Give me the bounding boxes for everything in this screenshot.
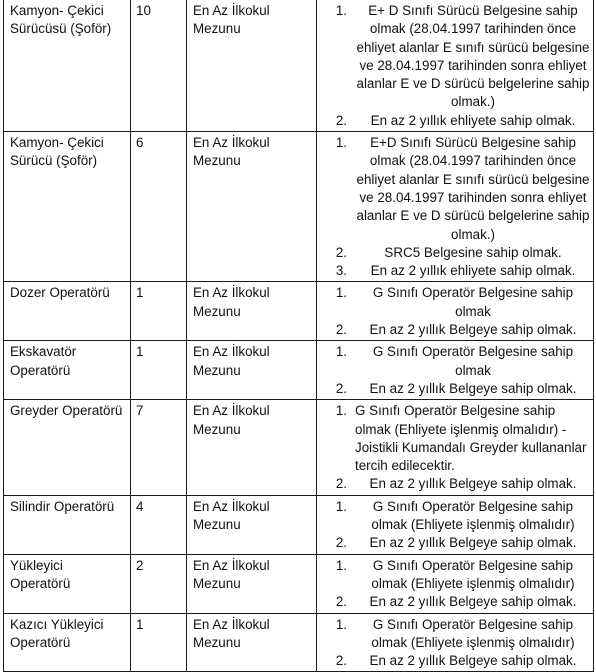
requirement-number: 1. (335, 498, 347, 514)
requirement-item (321, 284, 591, 321)
requirement-number: 2. (335, 653, 347, 669)
requirement-number: 2. (335, 476, 347, 492)
requirement-item (321, 262, 591, 280)
requirement-number: 1. (335, 344, 347, 360)
requirement-number: 2. (335, 535, 347, 551)
job-requirements-table (3, 0, 594, 672)
table-row (4, 0, 594, 132)
table-row (4, 613, 594, 672)
requirement-number: 2. (335, 112, 347, 128)
count-cell: 4 (131, 495, 187, 554)
count-cell: 2 (131, 554, 187, 613)
position-cell: Silindir Operatörü (4, 495, 131, 554)
table-row (4, 282, 594, 341)
requirements-list (321, 343, 591, 398)
position-cell: Kamyon- Çekici Sürücüsü (Şoför) (4, 0, 131, 132)
education-cell: En Az İlkokul Mezunu (187, 132, 317, 282)
requirement-text: En az 2 yıllık Belgeye sahip olmak. (369, 653, 577, 669)
requirement-item (321, 498, 591, 535)
requirement-text: En az 2 yıllık Belgeye sahip olmak. (369, 594, 577, 610)
count-cell: 1 (131, 282, 187, 341)
requirement-item (321, 321, 591, 339)
education-cell: En Az İlkokul Mezunu (187, 495, 317, 554)
count-cell: 1 (131, 613, 187, 672)
requirements-cell (317, 495, 594, 554)
requirement-item (321, 557, 591, 594)
requirement-text: En az 2 yıllık ehliyete sahip olmak. (370, 263, 576, 279)
requirement-item (321, 2, 591, 112)
requirement-item (321, 343, 591, 380)
requirements-cell (317, 341, 594, 400)
requirement-item (321, 593, 591, 611)
requirement-text: E+D Sınıfı Sürücü Belgesine sahip olmak (28.04.1997 tarihinden önce ehliyet alanlar E sınıfı sürücü belgesine ve 28.04.1997 tarihinden sonra ehliyet alanlar E ve D sürücü belgelerine sahip olmak.) (356, 135, 590, 242)
requirements-cell (317, 613, 594, 672)
requirement-item (321, 534, 591, 552)
requirements-cell (317, 400, 594, 495)
requirement-text: G Sınıfı Operatör Belgesine sahip olmak (Ehliyete işlenmiş olmalıdır) - Joistikli Kumandalı Greyder kullananlar tercih edilecektir. (355, 403, 587, 474)
requirement-text: En az 2 yıllık Belgeye sahip olmak. (369, 322, 577, 338)
requirement-number: 1. (335, 3, 347, 18)
requirement-number: 2. (335, 380, 347, 396)
position-cell: Yükleyici Operatörü (4, 554, 131, 613)
requirement-text: En az 2 yıllık ehliyete sahip olmak. (370, 112, 576, 128)
position-cell: Kazıcı Yükleyici Operatörü (4, 613, 131, 672)
requirement-number: 2. (335, 244, 347, 260)
requirement-item (321, 244, 591, 262)
requirement-number: 1. (335, 285, 347, 301)
requirement-item (321, 134, 591, 244)
position-cell: Dozer Operatörü (4, 282, 131, 341)
requirement-number: 1. (335, 403, 347, 419)
requirement-text: G Sınıfı Operatör Belgesine sahip olmak (Ehliyete işlenmiş olmalıdır) (371, 616, 575, 650)
requirement-number: 2. (335, 594, 347, 610)
requirement-text: En az 2 yıllık Belgeye sahip olmak. (369, 535, 577, 551)
table-body (4, 0, 594, 672)
requirement-text: G Sınıfı Operatör Belgesine sahip olmak (372, 344, 574, 378)
requirements-cell (317, 0, 594, 132)
requirements-cell (317, 282, 594, 341)
requirement-number: 1. (335, 557, 347, 573)
table-row (4, 400, 594, 495)
count-cell: 6 (131, 132, 187, 282)
requirement-text: G Sınıfı Operatör Belgesine sahip olmak (Ehliyete işlenmiş olmalıdır) (371, 498, 575, 533)
requirement-text: E+ D Sınıfı Sürücü Belgesine sahip olmak (28.04.1997 tarihinden önce ehliyet alanlar E sınıfı sürücü belgesine ve 28.04.1997 tarihinden sonra ehliyet alanlar E ve D sürücü belgelerine sahip olmak.) (356, 3, 590, 110)
count-cell: 1 (131, 341, 187, 400)
requirement-item (321, 402, 591, 475)
requirement-text: En az 2 yıllık Belgeye sahip olmak. (369, 476, 577, 492)
table-row (4, 495, 594, 554)
requirement-number: 1. (335, 135, 347, 151)
education-cell: En Az İlkokul Mezunu (187, 613, 317, 672)
table-row (4, 341, 594, 400)
requirements-list (321, 402, 591, 493)
count-cell: 10 (131, 0, 187, 132)
table-row (4, 132, 594, 282)
requirement-item (321, 112, 591, 130)
table-row (4, 554, 594, 613)
requirement-text: G Sınıfı Operatör Belgesine sahip olmak (Ehliyete işlenmiş olmalıdır) (371, 557, 575, 591)
education-cell: En Az İlkokul Mezunu (187, 554, 317, 613)
education-cell: En Az İlkokul Mezunu (187, 400, 317, 495)
requirement-item (321, 616, 591, 653)
position-cell: Kamyon- Çekici Sürücü (Şoför) (4, 132, 131, 282)
requirements-cell (317, 132, 594, 282)
requirement-item (321, 475, 591, 493)
requirements-cell (317, 554, 594, 613)
requirements-list (321, 557, 591, 612)
requirements-list (321, 498, 591, 553)
education-cell: En Az İlkokul Mezunu (187, 282, 317, 341)
requirements-list (321, 284, 591, 339)
requirement-item (321, 652, 591, 670)
education-cell: En Az İlkokul Mezunu (187, 0, 317, 132)
requirement-text: SRC5 Belgesine sahip olmak. (384, 244, 562, 260)
requirement-number: 3. (335, 263, 347, 279)
requirement-text: G Sınıfı Operatör Belgesine sahip olmak (372, 285, 574, 319)
requirements-list (321, 616, 591, 671)
requirement-number: 2. (335, 322, 347, 338)
requirement-text: En az 2 yıllık Belgeye sahip olmak. (369, 380, 577, 396)
requirement-number: 1. (335, 616, 347, 632)
count-cell: 7 (131, 400, 187, 495)
education-cell: En Az İlkokul Mezunu (187, 341, 317, 400)
position-cell: Ekskavatör Operatörü (4, 341, 131, 400)
requirement-item (321, 380, 591, 398)
requirements-list (321, 134, 591, 280)
requirements-list (321, 2, 591, 130)
position-cell: Greyder Operatörü (4, 400, 131, 495)
